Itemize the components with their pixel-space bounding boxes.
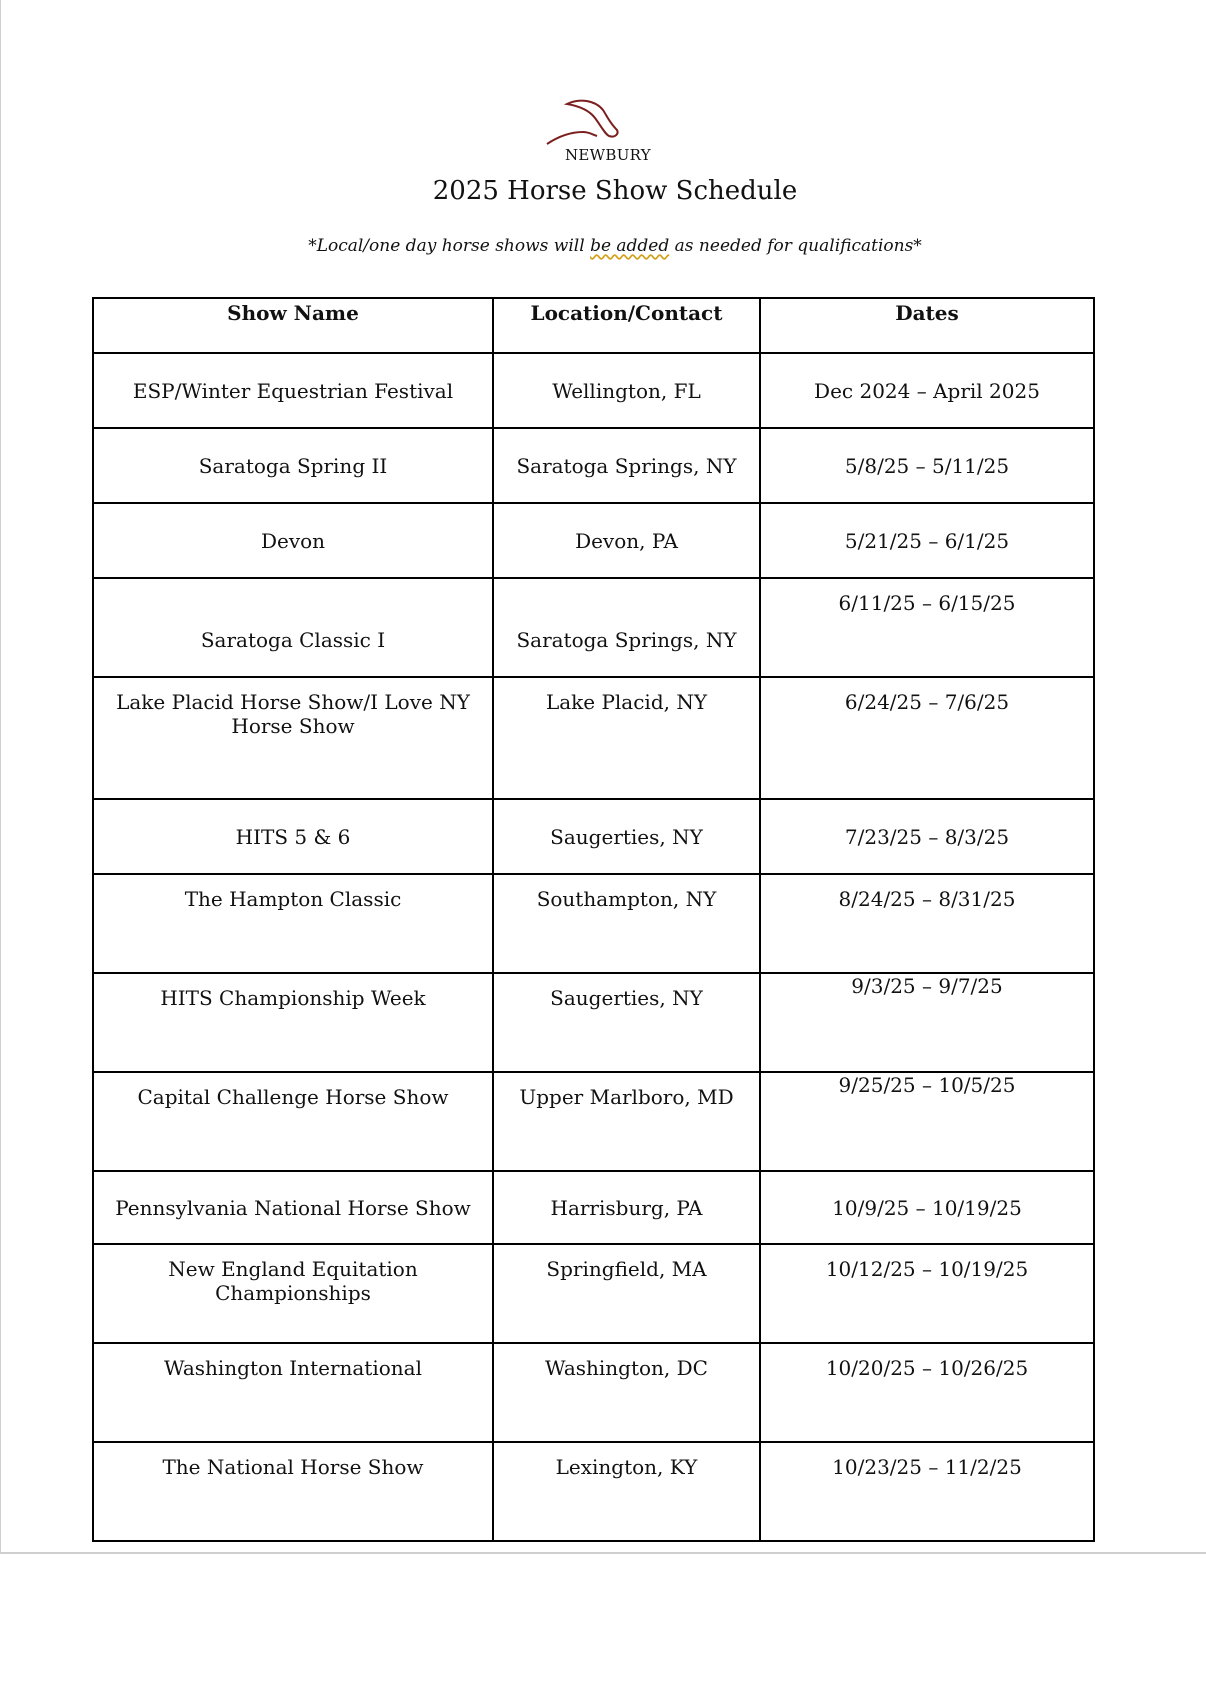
table-row xyxy=(93,799,1094,874)
column-header-show-name: Show Name xyxy=(93,298,493,353)
show-name-cell: Saratoga Spring II xyxy=(93,428,493,503)
location-cell: Saratoga Springs, NY xyxy=(493,428,760,503)
dates-cell: 5/21/25 – 6/1/25 xyxy=(760,503,1094,578)
table-row xyxy=(93,578,1094,677)
table-row xyxy=(93,973,1094,1072)
location-cell: Saugerties, NY xyxy=(493,973,760,1072)
table-row xyxy=(93,677,1094,799)
dates-cell: 8/24/25 – 8/31/25 xyxy=(760,874,1094,973)
column-header-location: Location/Contact xyxy=(493,298,760,353)
show-name-cell: Lake Placid Horse Show/I Love NY Horse Show xyxy=(93,677,493,799)
show-name-cell: The Hampton Classic xyxy=(93,874,493,973)
table-row xyxy=(93,1171,1094,1244)
qualification-note xyxy=(0,236,1206,256)
location-cell: Washington, DC xyxy=(493,1343,760,1442)
show-name-cell: HITS Championship Week xyxy=(93,973,493,1072)
spellcheck-flagged-text: be added xyxy=(590,236,670,256)
table-row xyxy=(93,1244,1094,1343)
dates-cell: 10/12/25 – 10/19/25 xyxy=(760,1244,1094,1343)
location-cell: Wellington, FL xyxy=(493,353,760,428)
show-name-cell: Pennsylvania National Horse Show xyxy=(93,1171,493,1244)
dates-cell: Dec 2024 – April 2025 xyxy=(760,353,1094,428)
dates-cell: 10/9/25 – 10/19/25 xyxy=(760,1171,1094,1244)
brand-name: NEWBURY xyxy=(565,146,651,164)
show-name-cell: HITS 5 & 6 xyxy=(93,799,493,874)
location-cell: Saugerties, NY xyxy=(493,799,760,874)
location-cell: Saratoga Springs, NY xyxy=(493,578,760,677)
dates-cell: 10/23/25 – 11/2/25 xyxy=(760,1442,1094,1541)
table-row xyxy=(93,353,1094,428)
location-cell: Lake Placid, NY xyxy=(493,677,760,799)
show-name-cell: Devon xyxy=(93,503,493,578)
page-title: 2025 Horse Show Schedule xyxy=(432,176,798,206)
page-bottom-edge xyxy=(0,1552,1206,1554)
show-name-cell: Washington International xyxy=(93,1343,493,1442)
dates-cell: 6/24/25 – 7/6/25 xyxy=(760,677,1094,799)
table-row xyxy=(93,1343,1094,1442)
show-name-cell: Saratoga Classic I xyxy=(93,578,493,677)
table-row xyxy=(93,428,1094,503)
location-cell: Lexington, KY xyxy=(493,1442,760,1541)
show-schedule-table xyxy=(92,297,1095,1542)
location-cell: Southampton, NY xyxy=(493,874,760,973)
note-text-before: *Local/one day horse shows will xyxy=(308,236,591,256)
horse-head-logo-icon xyxy=(545,96,625,148)
dates-cell: 7/23/25 – 8/3/25 xyxy=(760,799,1094,874)
page-left-edge xyxy=(0,0,1,1553)
dates-cell: 5/8/25 – 5/11/25 xyxy=(760,428,1094,503)
dates-cell: 9/3/25 – 9/7/25 xyxy=(760,973,1094,1072)
show-name-cell: ESP/Winter Equestrian Festival xyxy=(93,353,493,428)
table-row xyxy=(93,1072,1094,1171)
dates-cell: 10/20/25 – 10/26/25 xyxy=(760,1343,1094,1442)
show-name-cell: New England Equitation Championships xyxy=(93,1244,493,1343)
show-name-cell: Capital Challenge Horse Show xyxy=(93,1072,493,1171)
note-text-after: as needed for qualifications* xyxy=(669,236,922,256)
location-cell: Upper Marlboro, MD xyxy=(493,1072,760,1171)
dates-cell: 9/25/25 – 10/5/25 xyxy=(760,1072,1094,1171)
table-header-row xyxy=(93,298,1094,353)
location-cell: Harrisburg, PA xyxy=(493,1171,760,1244)
column-header-dates: Dates xyxy=(760,298,1094,353)
location-cell: Devon, PA xyxy=(493,503,760,578)
table-row xyxy=(93,503,1094,578)
location-cell: Springfield, MA xyxy=(493,1244,760,1343)
show-name-cell: The National Horse Show xyxy=(93,1442,493,1541)
table-row xyxy=(93,874,1094,973)
dates-cell: 6/11/25 – 6/15/25 xyxy=(760,578,1094,677)
table-row xyxy=(93,1442,1094,1541)
